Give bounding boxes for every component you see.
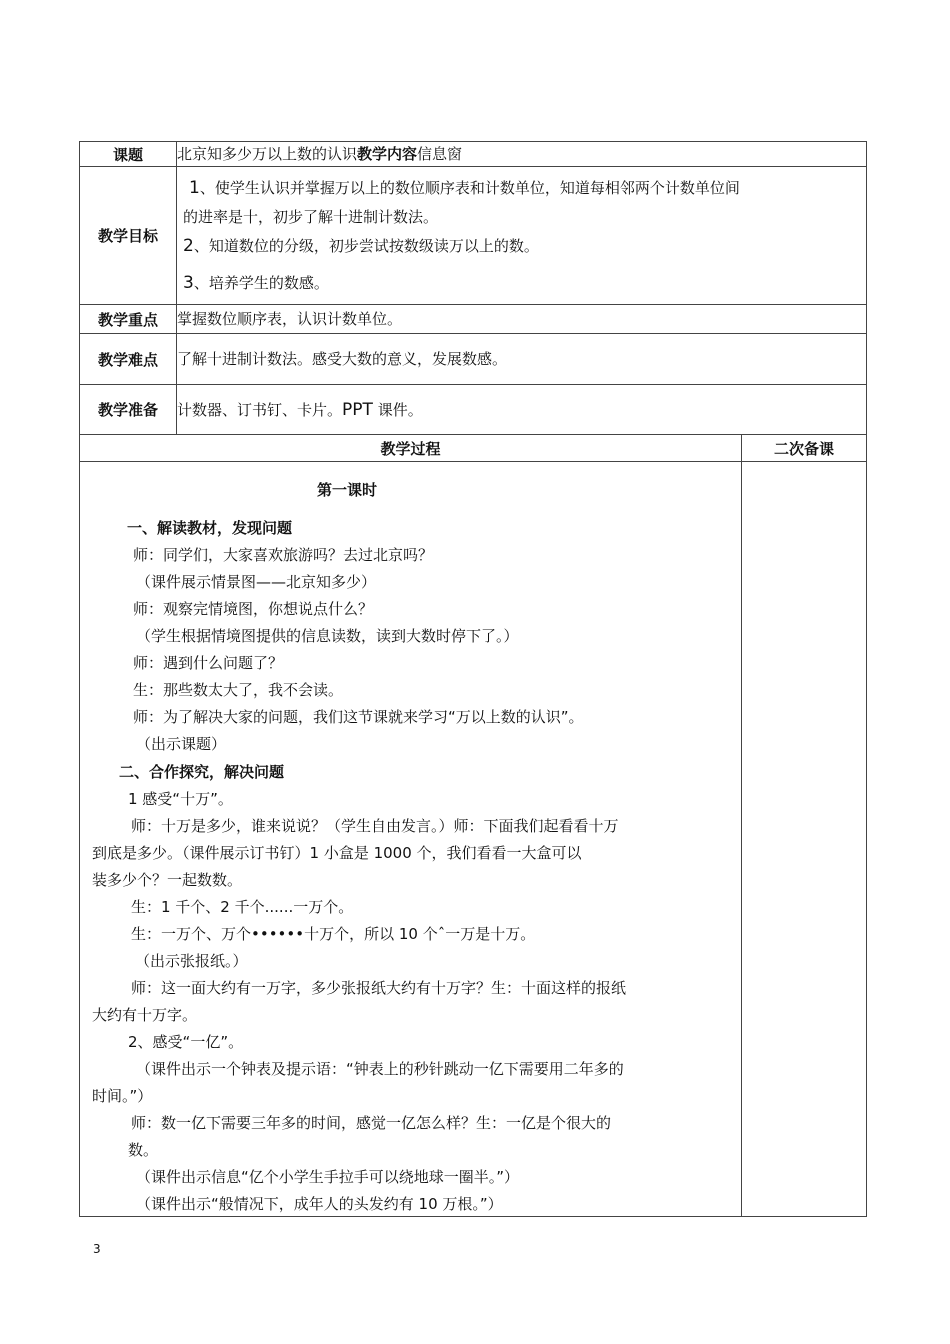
prep-ppt: PPT (342, 399, 373, 420)
process-line: 生：1 千个、2 千个......一万个。 (131, 898, 354, 916)
process-line: 师：十万是多少，谁来说说？（学生自由发言。）师：下面我们起看看十万 (131, 817, 619, 835)
process-line: 师：为了解决大家的问题，我们这节课就来学习“万以上数的认识”。 (133, 708, 584, 726)
goal2-number: 2 (183, 235, 194, 256)
lesson-title: 第一课时 (317, 481, 378, 499)
process-line: 师：遇到什么问题了？ (133, 654, 284, 672)
goals-value (177, 167, 867, 305)
process-line: 2、感受“一亿”。 (128, 1033, 244, 1051)
goal1-text: 、使学生认识并掌握万以上的数位顺序表和计数单位，知道每相邻两个计数单位间 (199, 178, 740, 197)
process-header: 教学过程 (80, 435, 742, 462)
topic-value (177, 142, 867, 167)
process-line: （出示课题） (136, 735, 227, 753)
process-line: 师：观察完情境图，你想说点什么？ (133, 600, 374, 618)
process-line: 师：数一亿下需要三年多的时间，感觉一亿怎么样？生：一亿是个很大的 (131, 1114, 612, 1132)
process-line: （课件出示一个钟表及提示语：“钟表上的秒针跳动一亿下需要用二年多的 (136, 1060, 624, 1078)
prep-label: 教学准备 (80, 385, 177, 435)
goals-row (80, 167, 867, 305)
second-prep-header: 二次备课 (742, 435, 867, 462)
lesson-plan-table (79, 141, 867, 1217)
prep-courseware: 课件。 (377, 400, 423, 419)
goal3-number: 3 (183, 272, 194, 293)
process-line: 大约有十万字。 (92, 1006, 198, 1024)
section-one-heading: 一、解读教材，发现问题 (127, 519, 293, 537)
prep-value (177, 385, 867, 435)
process-line: 师：这一面大约有一万字，多少张报纸大约有十万字？生：十面这样的报纸 (131, 979, 627, 997)
second-prep-column (742, 462, 867, 1217)
process-header-row (80, 435, 867, 462)
process-line: （学生根据情境图提供的信息读数，读到大数时停下了。） (136, 627, 519, 645)
process-content (80, 462, 742, 1217)
process-row (80, 462, 867, 1217)
process-line: （课件出示信息“亿个小学生手拉手可以绕地球一圈半。”） (136, 1168, 520, 1186)
difficulty-row (80, 334, 867, 385)
process-line: （出示张报纸。） (135, 952, 248, 970)
process-line: 师：同学们，大家喜欢旅游吗？去过北京吗？ (133, 546, 434, 564)
goal2-text: 、知道数位的分级，初步尝试按数级读万以上的数。 (193, 236, 539, 255)
goal1-number: 1 (189, 177, 200, 198)
process-line: 到底是多少。（课件展示订书钉）1 小盒是 1000 个，我们看看一大盒可以 (92, 844, 582, 862)
process-line: 生：一万个、万个••••••十万个，所以 10 个ˆ一万是十万。 (131, 925, 536, 943)
key-row (80, 305, 867, 334)
prep-text: 计数器、订书钉、卡片。 (177, 400, 343, 419)
topic-text: 北京知多少万以上数的认识 (177, 145, 358, 163)
process-line: 装多少个？一起数数。 (92, 871, 243, 889)
difficulty-value: 了解十进制计数法。感受大数的意义，发展数感。 (177, 334, 867, 385)
key-label: 教学重点 (80, 305, 177, 334)
topic-window: 信息窗 (417, 145, 463, 163)
process-line: 时间。”） (92, 1087, 153, 1105)
goals-label: 教学目标 (80, 167, 177, 305)
topic-content-label: 教学内容 (357, 145, 418, 163)
topic-row (80, 142, 867, 167)
section-two-heading: 二、合作探究，解决问题 (119, 763, 285, 781)
goal1-text-cont: 的进率是十，初步了解十进制计数法。 (183, 207, 439, 226)
key-value: 掌握数位顺序表，认识计数单位。 (177, 305, 867, 334)
topic-label: 课题 (80, 142, 177, 167)
process-line: 生：那些数太大了，我不会读。 (133, 681, 344, 699)
difficulty-label: 教学难点 (80, 334, 177, 385)
process-line: （课件展示情景图——北京知多少） (136, 573, 377, 591)
process-line: 数。 (128, 1141, 159, 1159)
page-number: 3 (93, 1242, 101, 1256)
process-line: （课件出示“般情况下，成年人的头发约有 10 万根。”） (136, 1195, 503, 1213)
process-line: 1 感受“十万”。 (128, 790, 233, 808)
goal3-text: 、培养学生的数感。 (193, 273, 329, 292)
prep-row (80, 385, 867, 435)
